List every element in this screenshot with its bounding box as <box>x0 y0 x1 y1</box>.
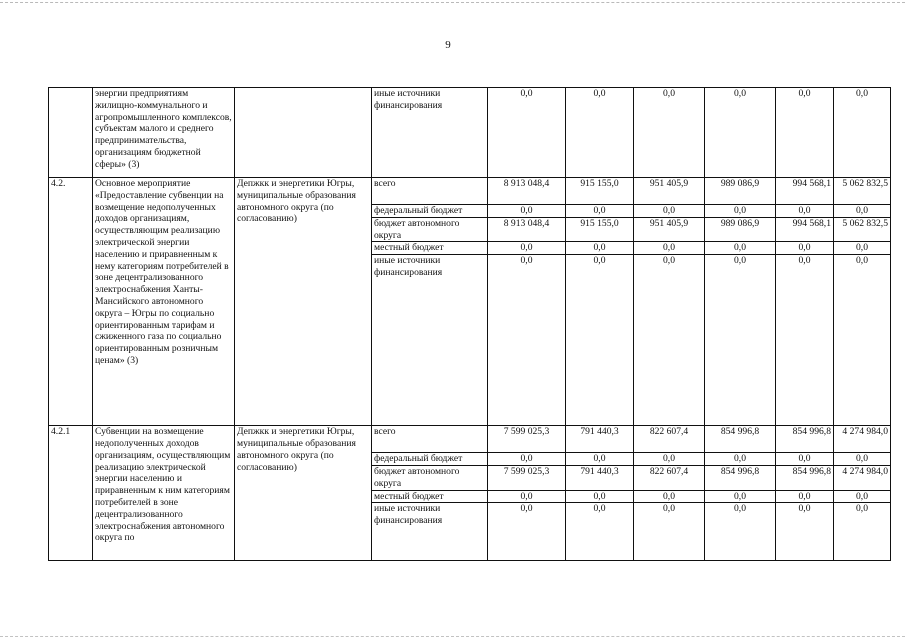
cell-value-3: 0,0 <box>705 242 776 255</box>
cell-value-4: 0,0 <box>776 255 834 426</box>
cell-funding-source: местный бюджет <box>372 242 488 255</box>
cell-value-3: 0,0 <box>705 503 776 561</box>
cell-value-4: 994 568,1 <box>776 178 834 205</box>
scan-edge-bottom <box>0 636 905 637</box>
cell-value-total: 0,0 <box>488 453 566 466</box>
cell-value-2: 0,0 <box>634 503 705 561</box>
cell-funding-source: иные источники финансирования <box>372 503 488 561</box>
cell-value-2: 951 405,9 <box>634 217 705 242</box>
cell-value-5: 0,0 <box>834 88 891 178</box>
cell-value-3: 0,0 <box>705 205 776 218</box>
cell-value-5: 4 274 984,0 <box>834 426 891 453</box>
cell-value-5: 0,0 <box>834 205 891 218</box>
cell-value-3: 854 996,8 <box>705 465 776 490</box>
cell-value-total: 7 599 025,3 <box>488 426 566 453</box>
cell-number <box>49 88 93 178</box>
cell-value-2: 0,0 <box>634 88 705 178</box>
cell-value-3: 0,0 <box>705 453 776 466</box>
cell-value-1: 791 440,3 <box>566 426 634 453</box>
cell-value-2: 0,0 <box>634 255 705 426</box>
cell-value-5: 0,0 <box>834 490 891 503</box>
cell-value-4: 0,0 <box>776 503 834 561</box>
cell-value-total: 0,0 <box>488 503 566 561</box>
cell-value-total: 8 913 048,4 <box>488 217 566 242</box>
cell-value-2: 0,0 <box>634 453 705 466</box>
cell-value-4: 0,0 <box>776 205 834 218</box>
cell-value-2: 822 607,4 <box>634 465 705 490</box>
cell-value-2: 822 607,4 <box>634 426 705 453</box>
cell-funding-source: всего <box>372 178 488 205</box>
cell-funding-source: иные источники финансирования <box>372 88 488 178</box>
cell-value-1: 915 155,0 <box>566 217 634 242</box>
cell-value-total: 0,0 <box>488 88 566 178</box>
cell-value-1: 0,0 <box>566 255 634 426</box>
cell-value-total: 0,0 <box>488 242 566 255</box>
cell-value-3: 0,0 <box>705 255 776 426</box>
cell-value-5: 0,0 <box>834 242 891 255</box>
cell-value-total: 0,0 <box>488 490 566 503</box>
cell-value-1: 0,0 <box>566 205 634 218</box>
cell-number: 4.2. <box>49 178 93 426</box>
cell-value-2: 0,0 <box>634 490 705 503</box>
cell-executor: Депжкк и энергетики Югры, муниципальные образования автономного округа (по согласованию) <box>235 178 372 426</box>
cell-value-1: 0,0 <box>566 453 634 466</box>
cell-activity-name: Субвенции на возмещение недополученных доходов организациям, осуществляющим реализацию электрической энергии населению и приравненным к ним категориям потребителей в зоне децентрализованного электроснабжения автономного округа по <box>93 426 235 561</box>
cell-value-4: 0,0 <box>776 88 834 178</box>
cell-value-3: 989 086,9 <box>705 178 776 205</box>
cell-value-3: 0,0 <box>705 88 776 178</box>
cell-value-1: 0,0 <box>566 503 634 561</box>
cell-executor: Депжкк и энергетики Югры, муниципальные образования автономного округа (по согласованию) <box>235 426 372 561</box>
cell-value-2: 0,0 <box>634 242 705 255</box>
cell-value-1: 0,0 <box>566 242 634 255</box>
cell-value-total: 0,0 <box>488 205 566 218</box>
cell-value-5: 4 274 984,0 <box>834 465 891 490</box>
scan-edge-top <box>0 2 905 3</box>
cell-funding-source: бюджет автономного округа <box>372 465 488 490</box>
cell-value-total: 0,0 <box>488 255 566 426</box>
table-row-4-2-total <box>49 178 891 205</box>
cell-value-3: 989 086,9 <box>705 217 776 242</box>
budget-table <box>48 87 891 561</box>
cell-value-5: 0,0 <box>834 503 891 561</box>
cell-value-1: 915 155,0 <box>566 178 634 205</box>
cell-value-1: 0,0 <box>566 88 634 178</box>
cell-value-2: 0,0 <box>634 205 705 218</box>
page-number: 9 <box>445 39 451 51</box>
cell-funding-source: бюджет автономного округа <box>372 217 488 242</box>
cell-value-4: 0,0 <box>776 453 834 466</box>
cell-value-4: 0,0 <box>776 242 834 255</box>
cell-value-5: 0,0 <box>834 255 891 426</box>
cell-value-5: 0,0 <box>834 453 891 466</box>
cell-value-4: 854 996,8 <box>776 426 834 453</box>
cell-activity-name: энергии предприятиям жилищно-коммунального и агропромышленного комплексов, субъектам малого и среднего предпринимательства, организациям бюджетной сферы» (3) <box>93 88 235 178</box>
table-row-continued <box>49 88 891 178</box>
cell-value-3: 0,0 <box>705 490 776 503</box>
cell-value-5: 5 062 832,5 <box>834 178 891 205</box>
cell-funding-source: иные источники финансирования <box>372 255 488 426</box>
table-row-4-2-1-total <box>49 426 891 453</box>
cell-value-3: 854 996,8 <box>705 426 776 453</box>
cell-value-1: 0,0 <box>566 490 634 503</box>
cell-value-total: 8 913 048,4 <box>488 178 566 205</box>
cell-number: 4.2.1 <box>49 426 93 561</box>
cell-funding-source: всего <box>372 426 488 453</box>
cell-activity-name: Основное мероприятие «Предоставление субвенции на возмещение недополученных доходов организациям, осуществляющим реализацию электрической энергии населению и приравненным к нему категориям потребителей в зоне децентрализованного электроснабжения Ханты-Мансийского автономного округа – Югры по социально ориентированным тарифам и сжиженного газа по социально ориентированным розничным ценам» (3) <box>93 178 235 426</box>
cell-funding-source: местный бюджет <box>372 490 488 503</box>
cell-value-2: 951 405,9 <box>634 178 705 205</box>
cell-value-4: 994 568,1 <box>776 217 834 242</box>
cell-value-5: 5 062 832,5 <box>834 217 891 242</box>
cell-value-total: 7 599 025,3 <box>488 465 566 490</box>
cell-funding-source: федеральный бюджет <box>372 205 488 218</box>
cell-value-1: 791 440,3 <box>566 465 634 490</box>
cell-value-4: 0,0 <box>776 490 834 503</box>
cell-value-4: 854 996,8 <box>776 465 834 490</box>
cell-funding-source: федеральный бюджет <box>372 453 488 466</box>
cell-executor <box>235 88 372 178</box>
